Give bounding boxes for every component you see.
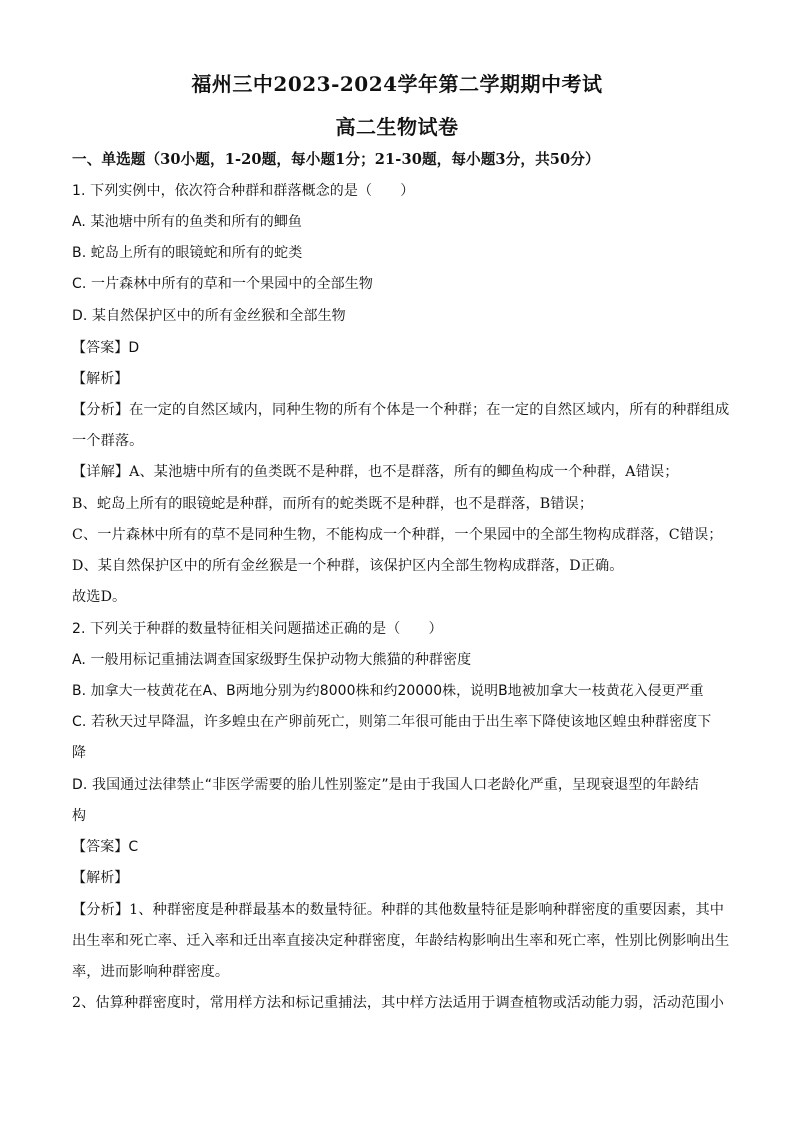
question-1-detail-line: 【详解】A、某池塘中所有的鱼类既不是种群，也不是群落，所有的鲫鱼构成一个种群，A错误； [72, 464, 679, 480]
question-1-option-b: B. 蛇岛上所有的眼镜蛇和所有的蛇类 [72, 245, 303, 261]
question-1-option-c: C. 一片森林中所有的草和一个果园中的全部生物 [72, 276, 373, 292]
question-2-answer: 【答案】C [72, 839, 139, 855]
question-2-analysis-line: 【分析】1、种群密度是种群最基本的数量特征。种群的其他数量特征是影响种群密度的重要因素，其中 [72, 902, 725, 918]
question-1-analysis-label: 【解析】 [72, 371, 129, 387]
question-1-detail-line: B、蛇岛上所有的眼镜蛇是种群，而所有的蛇类既不是种群，也不是群落，B错误； [72, 496, 594, 512]
question-1-analysis-line: 【分析】在一定的自然区域内，同种生物的所有个体是一个种群；在一定的自然区域内，所有的种群组成 [72, 402, 730, 418]
question-2-analysis-label: 【解析】 [72, 870, 129, 886]
question-2-option-a: A. 一般用标记重捕法调查国家级野生保护动物大熊猫的种群密度 [72, 652, 472, 668]
question-2-option-d: D. 我国通过法律禁止“非医学需要的胎儿性别鉴定”是由于我国人口老龄化严重，呈现衰退型的年龄结 [72, 777, 699, 793]
question-2-analysis-line: 率，进而影响种群密度。 [72, 964, 230, 980]
question-2-analysis-line: 2、估算种群密度时，常用样方法和标记重捕法，其中样方法适用于调查植物或活动能力弱，活动范围小 [72, 995, 725, 1011]
question-1-option-a: A. 某池塘中所有的鱼类和所有的鲫鱼 [72, 214, 303, 230]
question-1-analysis-line: 一个群落。 [72, 433, 144, 449]
exam-subtitle: 高二生物试卷 [335, 115, 459, 139]
section-heading: 一、单选题（30小题，1-20题，每小题1分；21-30题，每小题3分，共50分） [72, 151, 600, 168]
question-1-conclusion: 故选D。 [72, 589, 127, 605]
question-2-option-c: C. 若秋天过早降温，许多蝗虫在产卵前死亡，则第二年很可能由于出生率下降使该地区蝗虫种群密度下 [72, 714, 712, 730]
question-1-detail-line: C、一片森林中所有的草不是同种生物，不能构成一个种群，一个果园中的全部生物构成群落，C错误； [72, 527, 723, 543]
question-2-stem: 2. 下列关于种群的数量特征相关问题描述正确的是（ ） [72, 621, 443, 637]
question-2-option-d-cont: 构 [72, 808, 87, 824]
question-1-answer: 【答案】D [72, 340, 140, 356]
question-1-stem: 1. 下列实例中，依次符合种群和群落概念的是（ ） [72, 183, 415, 199]
exam-title: 福州三中2023-2024学年第二学期期中考试 [191, 72, 603, 96]
question-1-option-d: D. 某自然保护区中的所有金丝猴和全部生物 [72, 308, 346, 324]
question-1-detail-line: D、某自然保护区中的所有金丝猴是一个种群，该保护区内全部生物构成群落，D正确。 [72, 558, 624, 574]
question-2-analysis-line: 出生率和死亡率、迁入率和迁出率直接决定种群密度，年龄结构影响出生率和死亡率，性别比例影响出生 [72, 933, 730, 949]
question-2-option-b: B. 加拿大一枝黄花在A、B两地分别为约8000株和约20000株，说明B地被加拿大一枝黄花入侵更严重 [72, 683, 704, 699]
question-2-option-c-cont: 降 [72, 745, 87, 761]
